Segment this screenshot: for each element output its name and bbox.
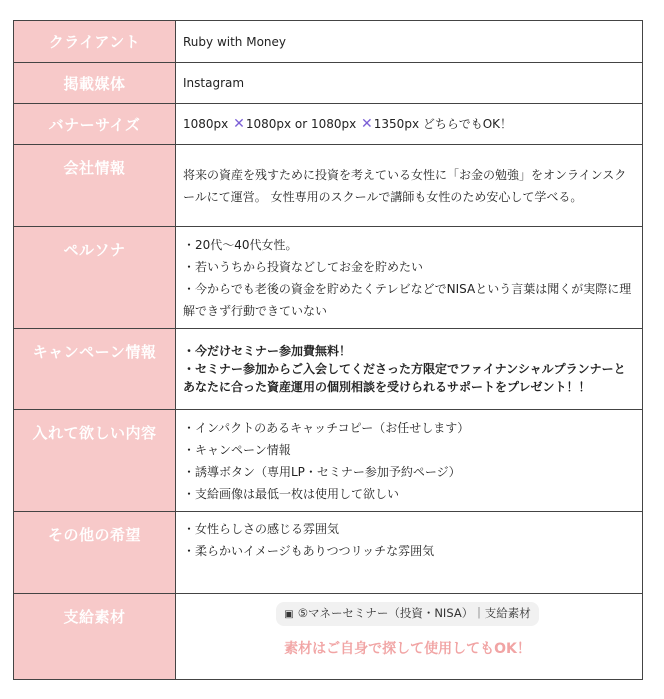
row-label-company: 会社情報 bbox=[14, 145, 176, 227]
cross-icon: ✕ bbox=[233, 116, 245, 132]
list-item: ・今からでも老後の資金を貯めたくテレビなどでNISAという言葉は聞くが実際に理解できず行動できていない bbox=[183, 281, 632, 318]
table-row bbox=[14, 227, 643, 329]
other-value bbox=[176, 512, 643, 594]
list-item: ・20代〜40代女性。 bbox=[183, 237, 298, 252]
list-item: ・若いうちから投資などしてお金を貯めたい bbox=[183, 259, 424, 274]
banner-size-text-1: 1080px bbox=[183, 117, 233, 131]
persona-value bbox=[176, 227, 643, 329]
table-row bbox=[14, 410, 643, 512]
list-item: ・今だけセミナー参加費無料！ bbox=[183, 344, 352, 358]
cross-icon: ✕ bbox=[361, 116, 373, 132]
banner-size-text-3: 1350px どちらでもOK！ bbox=[373, 117, 513, 131]
campaign-value bbox=[176, 329, 643, 410]
list-item: ・女性らしさの感じる雰囲気 bbox=[183, 522, 340, 536]
table-row bbox=[14, 512, 643, 594]
media-value: Instagram bbox=[176, 63, 643, 104]
list-item: ・キャンペーン情報 bbox=[183, 442, 291, 457]
row-label-media: 掲載媒体 bbox=[14, 63, 176, 104]
brief-table bbox=[13, 20, 643, 680]
table-row bbox=[14, 63, 643, 104]
row-label-content: 入れて欲しい内容 bbox=[14, 410, 176, 512]
banner-size-value bbox=[176, 104, 643, 145]
materials-link[interactable] bbox=[276, 602, 538, 626]
list-item: ・セミナー参加からご入会してくださった方限定でファイナンシャルプランナーとあなたに合った資産運用の個別相談を受けられるサポートをプレゼント！！ bbox=[183, 362, 626, 394]
table-row bbox=[14, 329, 643, 410]
banner-size-text-2: 1080px or 1080px bbox=[245, 117, 361, 131]
row-label-materials: 支給素材 bbox=[14, 594, 176, 680]
company-value: 将来の資産を残すために投資を考えている女性に「お金の勉強」をオンラインスクールにて運営。 女性専用のスクールで講師も女性のため安心して学べる。 bbox=[176, 145, 643, 227]
client-value: Ruby with Money bbox=[176, 21, 643, 63]
list-item: ・誘導ボタン（専用LP・セミナー参加予約ページ） bbox=[183, 464, 461, 479]
folder-icon: ▣ bbox=[284, 609, 294, 620]
row-label-persona: ペルソナ bbox=[14, 227, 176, 329]
materials-note: 素材はご自身で探して使用してもOK！ bbox=[284, 641, 531, 657]
materials-value bbox=[176, 594, 643, 680]
table-row bbox=[14, 145, 643, 227]
brief-sheet bbox=[13, 20, 643, 680]
row-label-client: クライアント bbox=[14, 21, 176, 63]
list-item: ・柔らかいイメージもありつつリッチな雰囲気 bbox=[183, 544, 435, 558]
table-row bbox=[14, 21, 643, 63]
row-label-campaign: キャンペーン情報 bbox=[14, 329, 176, 410]
content-value bbox=[176, 410, 643, 512]
materials-link-wrap bbox=[183, 600, 632, 626]
list-item: ・支給画像は最低一枚は使用して欲しい bbox=[183, 486, 400, 501]
row-label-banner-size: バナーサイズ bbox=[14, 104, 176, 145]
table-row bbox=[14, 594, 643, 680]
row-label-other: その他の希望 bbox=[14, 512, 176, 594]
list-item: ・インパクトのあるキャッチコピー（お任せします） bbox=[183, 420, 470, 435]
materials-link-label: ⑤マネーセミナー（投資・NISA）｜支給素材 bbox=[297, 606, 531, 620]
table-row bbox=[14, 104, 643, 145]
